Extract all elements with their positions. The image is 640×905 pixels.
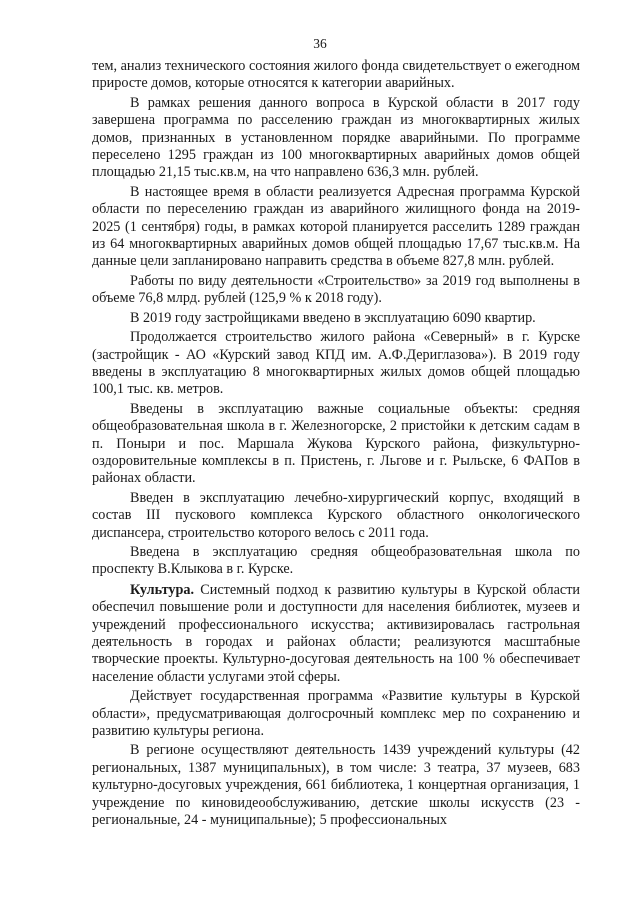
paragraph-text: В рамках решения данного вопроса в Курской области в 2017 году завершена программа по расселению граждан из многоквартирных жилых домов, признанных в установленном порядке аварийными. По программе переселено 1295 граждан из 100 многоквартирных аварийных домов общей площадью 21,15 тыс.кв.м, на что направлено 636,3 млн. рублей. (92, 94, 580, 181)
page-number: 36 (313, 36, 327, 51)
paragraph-text: Системный подход к развитию культуры в Курской области обеспечил повышение роли и доступности для населения библиотек, музеев и учреждений профессионального искусства; активизировалась гастрольная деятельность в городах и районах области; реализуются масштабные творческие проекты. Культурно-досуговая деятельность на 100 % обеспечивает население области услугами этой сферы. (92, 581, 580, 685)
paragraph-social-facilities (92, 401, 580, 488)
paragraph-text: Введен в эксплуатацию лечебно-хирургический корпус, входящий в состав III пускового комплекса Курского областного онкологического диспансера, строительство которого велось с 2011 года. (92, 489, 580, 541)
paragraph-text: В 2019 году застройщиками введено в эксплуатацию 6090 квартир. (130, 309, 536, 326)
paragraph-text: В регионе осуществляют деятельность 1439 учреждений культуры (42 региональных, 1387 муниципальных), в том числе: 3 театра, 37 музеев, 683 культурно-досуговых учреждения, 661 библиотека, 1 концертная организация, 1 учреждение по киновидеообслуживанию, детские школы искусств (23 - региональные, 24 - муниципальные); 5 профессиональных (92, 742, 580, 829)
paragraph-text: Введена в эксплуатацию средняя общеобразовательная школа по проспекту В.Клыкова в г. Курске. (92, 543, 580, 578)
paragraph-culture-program (92, 688, 580, 740)
paragraph-severny-district (92, 329, 580, 399)
document-body (92, 58, 580, 831)
paragraph-text: Введены в эксплуатацию важные социальные объекты: средняя общеобразовательная школа в г. Железногорске, 2 пристойки к детским садам в п. Поныри и пос. Маршала Жукова Курского района, физкультурно-оздоровительные комплексы в п. Пристень, г. Льгове и г. Рыльске, 6 ФАПов в районах области. (92, 400, 580, 487)
paragraph-culture-institutions (92, 742, 580, 829)
section-lead-culture: Культура. (130, 581, 195, 598)
paragraph-text: Работы по виду деятельности «Строительство» за 2019 год выполнены в объеме 76,8 млрд. рублей (125,9 % к 2018 году). (92, 272, 580, 307)
paragraph-construction-volume (92, 273, 580, 308)
paragraph-resettlement-2017 (92, 95, 580, 182)
paragraph-text: В настоящее время в области реализуется Адресная программа Курской области по переселению граждан из аварийного жилищного фонда на 2019-2025 (1 сентября) годы, в рамках которой планируется расселить 1289 граждан из 64 многоквартирных аварийных домов общей площадью 17,67 тыс.кв.м. На данные цели запланировано направить средства в объеме 827,8 млн. рублей. (92, 183, 580, 270)
paragraph-address-program (92, 184, 580, 271)
paragraph-text: тем, анализ технического состояния жилого фонда свидетельствует о ежегодном приросте домов, которые относятся к категории аварийных. (92, 58, 580, 92)
paragraph-culture (92, 582, 580, 686)
paragraph-school-kursk (92, 544, 580, 579)
paragraph-text: Продолжается строительство жилого района «Северный» в г. Курске (застройщик - АО «Курский завод КПД им. А.Ф.Дериглазова»). В 2019 году введены в эксплуатацию 8 многоквартирных жилых домов общей площадью 100,1 тыс. кв. метров. (92, 329, 580, 398)
paragraph-text: Действует государственная программа «Развитие культуры в Курской области», предусматривающая долгосрочный комплекс мер по сохранению и развитию культуры региона. (92, 688, 580, 740)
paragraph-continuation (92, 58, 580, 93)
paragraph-apartments-commissioned (92, 310, 580, 327)
paragraph-oncology-building (92, 490, 580, 542)
